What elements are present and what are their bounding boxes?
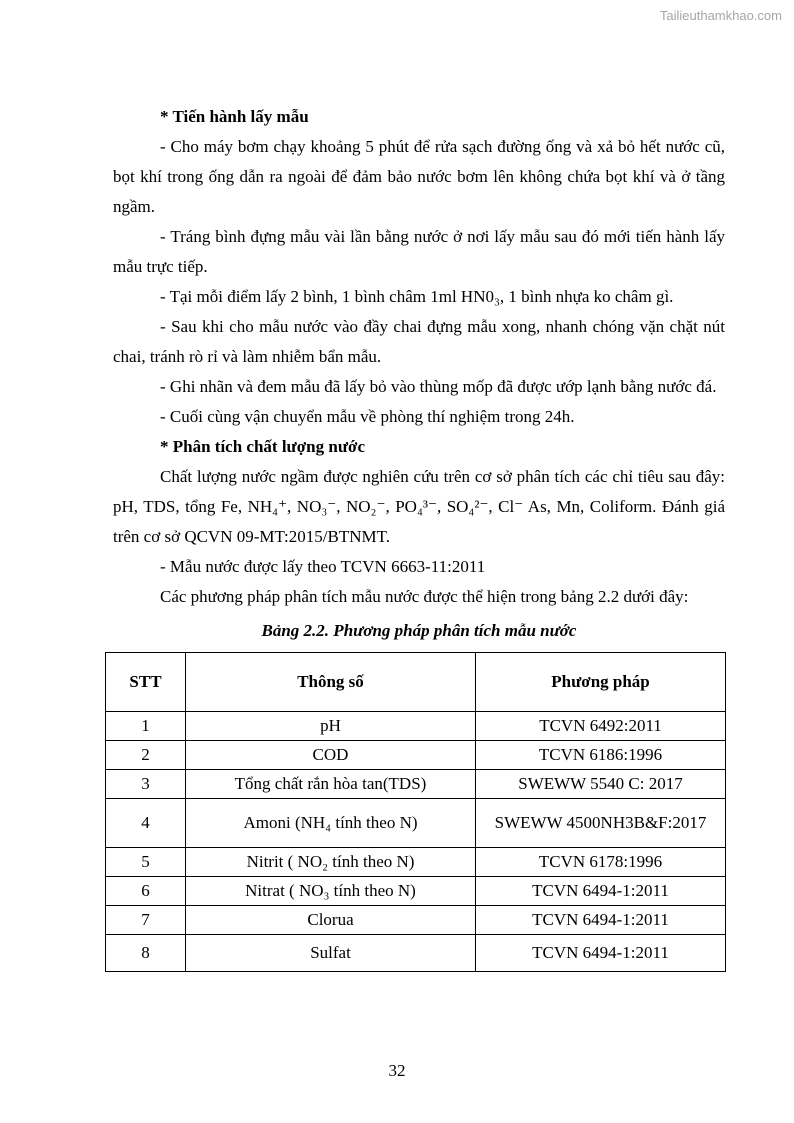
table-cell: 4 — [106, 799, 186, 848]
table-cell: 2 — [106, 741, 186, 770]
table-row — [106, 770, 726, 799]
table-cell: 1 — [106, 712, 186, 741]
table-row — [106, 848, 726, 877]
table-cell: Amoni (NH₄ tính theo N) — [186, 799, 476, 848]
table-row — [106, 712, 726, 741]
table-cell: pH — [186, 712, 476, 741]
heading-water-quality-analysis: * Phân tích chất lượng nước — [160, 437, 365, 456]
table-cell: SWEWW 4500NH3B&F:2017 — [476, 799, 726, 848]
table-row — [106, 935, 726, 972]
column-header-thong-so: Thông số — [186, 653, 476, 712]
table-row — [106, 799, 726, 848]
table-cell: Nitrat ( NO₃ tính theo N) — [186, 877, 476, 906]
watermark: Tailieuthamkhao.com — [659, 8, 782, 23]
table-row — [106, 877, 726, 906]
analysis-methods-table — [105, 652, 726, 972]
table-cell: COD — [186, 741, 476, 770]
table-header-row — [106, 653, 726, 712]
table-cell: TCVN 6492:2011 — [476, 712, 726, 741]
page-number: 32 — [388, 1061, 406, 1080]
paragraph-sampling-standard: - Mẫu nước được lấy theo TCVN 6663-11:2011 — [160, 557, 486, 576]
table-caption: Bảng 2.2. Phương pháp phân tích mẫu nước — [261, 621, 577, 640]
table-cell: Clorua — [186, 906, 476, 935]
column-header-stt: STT — [106, 653, 186, 712]
table-cell: SWEWW 5540 C: 2017 — [476, 770, 726, 799]
analysis-table-body — [106, 712, 726, 972]
table-cell: TCVN 6494-1:2011 — [476, 877, 726, 906]
table-row — [106, 741, 726, 770]
table-cell: TCVN 6178:1996 — [476, 848, 726, 877]
table-cell: TCVN 6494-1:2011 — [476, 906, 726, 935]
paragraph-analysis-criteria: Chất lượng nước ngầm được nghiên cứu trên cơ sở phân tích các chỉ tiêu sau đây: pH, TDS, tổng Fe, NH₄⁺, NO₃⁻, NO₂⁻, PO₄³⁻, SO₄²⁻, Cl⁻ As, Mn, Coliform. Đánh giá trên cơ sở QCVN 09-MT:2015/BTNMT. — [113, 467, 725, 546]
paragraph-two-bottles: - Tại mỗi điểm lấy 2 bình, 1 bình châm 1ml HN0₃, 1 bình nhựa ko châm gì. — [160, 287, 674, 306]
table-cell: Sulfat — [186, 935, 476, 972]
table-cell: 6 — [106, 877, 186, 906]
paragraph-cap-bottle: - Sau khi cho mẫu nước vào đầy chai đựng mẫu xong, nhanh chóng vặn chặt nút chai, tránh rò rỉ và làm nhiễm bẩn mẫu. — [113, 317, 725, 366]
paragraph-table-intro: Các phương pháp phân tích mẫu nước được thể hiện trong bảng 2.2 dưới đây: — [160, 587, 689, 606]
paragraph-label-cooler: - Ghi nhãn và đem mẫu đã lấy bỏ vào thùng mốp đã được ướp lạnh bằng nước đá. — [160, 377, 717, 396]
table-cell: 7 — [106, 906, 186, 935]
table-cell: Tổng chất rắn hòa tan(TDS) — [186, 770, 476, 799]
table-cell: 3 — [106, 770, 186, 799]
table-cell: TCVN 6186:1996 — [476, 741, 726, 770]
table-cell: 8 — [106, 935, 186, 972]
table-cell: 5 — [106, 848, 186, 877]
page-content — [113, 102, 725, 972]
table-cell: TCVN 6494-1:2011 — [476, 935, 726, 972]
column-header-phuong-phap: Phương pháp — [476, 653, 726, 712]
table-row — [106, 906, 726, 935]
paragraph-rinse-bottle: - Tráng bình đựng mẫu vài lần bằng nước ở nơi lấy mẫu sau đó mới tiến hành lấy mẫu trực tiếp. — [113, 227, 725, 276]
paragraph-pump-flush: - Cho máy bơm chạy khoảng 5 phút để rửa sạch đường ống và xả bỏ hết nước cũ, bọt khí trong ống dẫn ra ngoài để đảm bảo nước bơm lên không chứa bọt khí và ở tầng ngầm. — [113, 137, 725, 216]
paragraph-transport-24h: - Cuối cùng vận chuyển mẫu về phòng thí nghiệm trong 24h. — [160, 407, 575, 426]
table-cell: Nitrit ( NO₂ tính theo N) — [186, 848, 476, 877]
heading-sampling-procedure: * Tiến hành lấy mẫu — [160, 107, 309, 126]
